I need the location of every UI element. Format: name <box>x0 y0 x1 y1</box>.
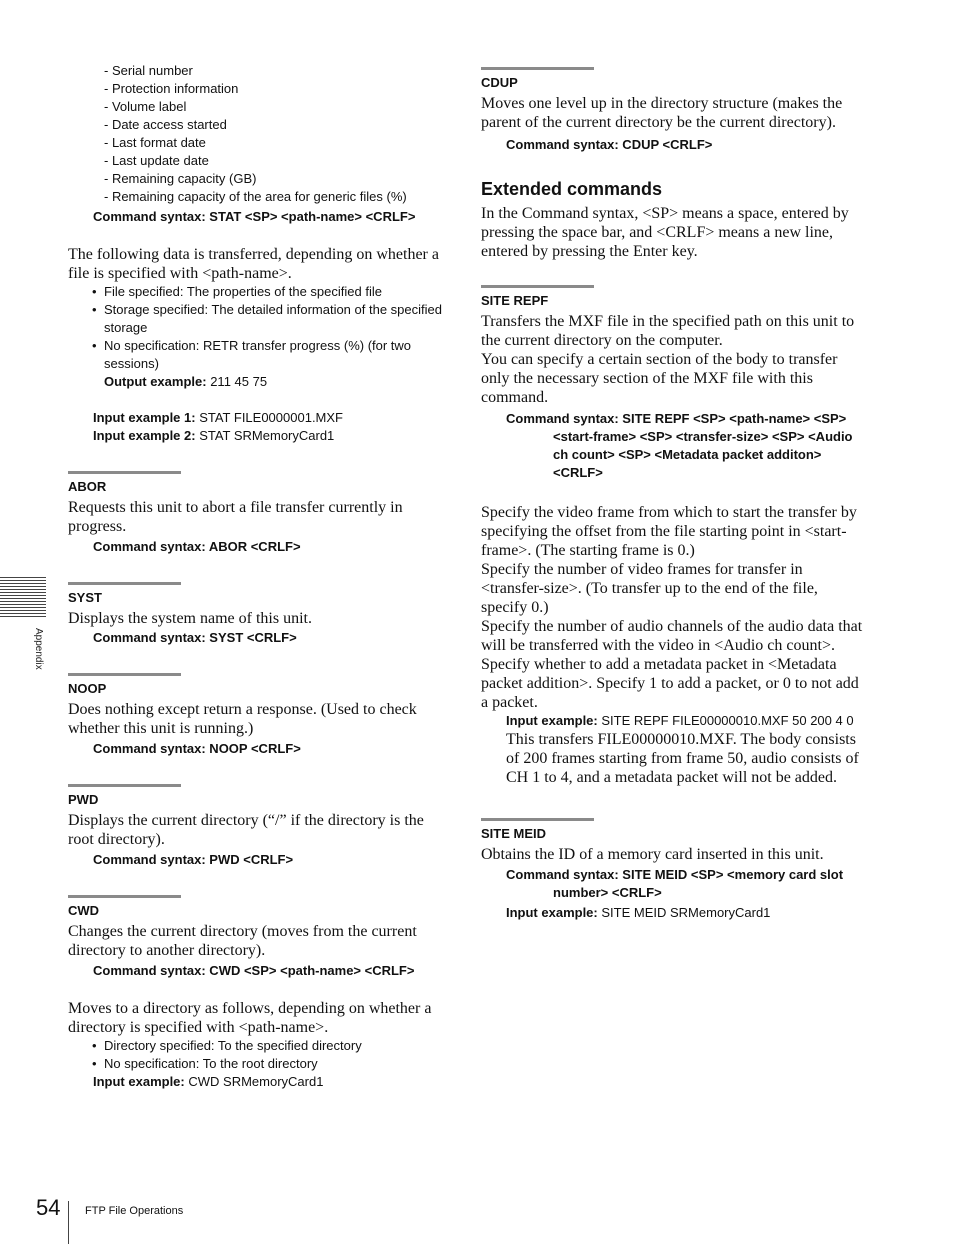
section-body: Moves one level up in the directory structure (makes the parent of the current directory be the current directory). <box>481 95 843 131</box>
command-syntax: Command syntax: SITE MEID <SP> <memory card slot number> <CRLF> <box>506 867 844 900</box>
output-example-value: 211 45 75 <box>210 374 268 389</box>
input-example-value: SITE REPF FILE00000010.MXF 50 200 4 0 <box>601 713 854 728</box>
list-item: - Serial number <box>104 63 193 78</box>
abor-section <box>68 471 452 556</box>
sidebar-label: Appendix <box>33 628 44 670</box>
right-column <box>481 67 865 922</box>
list-item: - Remaining capacity of the area for generic files (%) <box>104 189 407 204</box>
cwd-section <box>68 895 452 1091</box>
section-rule <box>68 895 181 898</box>
section-title: SITE MEID <box>481 826 547 841</box>
section-body: Displays the current directory (“/” if the directory is the root directory). <box>68 812 424 848</box>
list-item: • File specified: The properties of the specified file <box>68 283 452 301</box>
list-item: • No specification: RETR transfer progress (%) (for two sessions) <box>68 337 452 373</box>
extended-commands-section <box>481 178 865 261</box>
list-item: • No specification: To the root directory <box>68 1055 452 1073</box>
repf-input-note: This transfers FILE00000010.MXF. The body consists of 200 frames starting from frame 50, audio consists of CH 1 to 4, and a metadata packet will not be added. <box>506 731 859 786</box>
command-syntax: Command syntax: PWD <CRLF> <box>93 852 294 867</box>
stat-output-example <box>68 373 452 391</box>
repf-paragraph: Specify the number of audio channels of the audio data that will be transferred with the video in <Audio ch count>. <box>481 618 863 654</box>
stat-syntax: Command syntax: STAT <SP> <path-name> <CRLF> <box>93 209 416 224</box>
repf-paragraph: Specify the number of video frames for transfer in <transfer-size>. (To transfer up to the end of the file, specify 0.) <box>481 561 818 616</box>
section-title: ABOR <box>68 479 107 494</box>
section-rule <box>68 471 181 474</box>
section-title: CWD <box>68 903 100 918</box>
site-repf-section <box>481 285 865 787</box>
stat-input-example-1 <box>68 409 452 427</box>
output-example-label: Output example: <box>104 374 207 389</box>
list-item: - Remaining capacity (GB) <box>104 171 257 186</box>
command-syntax: Command syntax: ABOR <CRLF> <box>93 539 301 554</box>
section-title: SITE REPF <box>481 293 549 308</box>
section-title: CDUP <box>481 75 518 90</box>
noop-section <box>68 673 452 758</box>
pwd-section <box>68 784 452 869</box>
list-item: - Last format date <box>104 135 206 150</box>
meid-input-example <box>481 904 865 922</box>
section-body: Transfers the MXF file in the specified path on this unit to the current directory on the computer. <box>481 313 855 349</box>
list-item: - Volume label <box>104 99 187 114</box>
section-heading: Extended commands <box>481 179 663 199</box>
list-item: - Protection information <box>104 81 239 96</box>
section-rule <box>481 67 594 70</box>
command-syntax: Command syntax: CWD <SP> <path-name> <CRLF> <box>93 963 415 978</box>
list-item: • Storage specified: The detailed information of the specified storage <box>68 301 452 337</box>
stat-paragraph: The following data is transferred, depending on whether a file is specified with <path-name>. <box>68 246 439 282</box>
section-title: PWD <box>68 792 99 807</box>
section-rule <box>481 285 594 288</box>
section-title: SYST <box>68 590 102 605</box>
section-body: In the Command syntax, <SP> means a space, entered by pressing the space bar, and <CRLF> means a new line, entered by pressing the Enter key. <box>481 205 849 260</box>
input-example-label: Input example: <box>93 1074 185 1089</box>
input-example-label: Input example: <box>506 713 598 728</box>
section-body: Obtains the ID of a memory card inserted in this unit. <box>481 846 824 863</box>
repf-paragraph: Specify the video frame from which to start the transfer by specifying the offset from the file starting point in <start-frame>. (The starting frame is 0.) <box>481 504 857 559</box>
section-body: Displays the system name of this unit. <box>68 610 312 627</box>
input-example-value: SITE MEID SRMemoryCard1 <box>601 905 771 920</box>
footer-section-label: FTP File Operations <box>85 1205 184 1217</box>
cdup-section <box>481 67 865 154</box>
left-column <box>68 62 452 1091</box>
list-item: • Directory specified: To the specified directory <box>68 1037 452 1055</box>
cwd-paragraph: Moves to a directory as follows, depending on whether a directory is specified with <path-name>. <box>68 1000 432 1036</box>
repf-input-example <box>481 712 865 730</box>
stat-info-list <box>68 62 452 206</box>
input-example-value: STAT SRMemoryCard1 <box>199 428 335 443</box>
command-syntax: Command syntax: NOOP <CRLF> <box>93 741 301 756</box>
input-example-label: Input example 2: <box>93 428 196 443</box>
command-syntax: Command syntax: CDUP <CRLF> <box>506 137 713 152</box>
section-rule <box>68 784 181 787</box>
section-body: You can specify a certain section of the body to transfer only the necessary section of the MXF file with this command. <box>481 351 838 406</box>
input-example-label: Input example: <box>506 905 598 920</box>
section-title: NOOP <box>68 681 107 696</box>
command-syntax: Command syntax: SYST <CRLF> <box>93 630 297 645</box>
sidebar-tab-stripes <box>0 577 46 619</box>
section-rule <box>481 818 594 821</box>
cwd-input-example <box>68 1073 452 1091</box>
page-number: 54 <box>36 1195 61 1220</box>
section-body: Changes the current directory (moves from the current directory to another directory). <box>68 923 417 959</box>
site-meid-section <box>481 818 865 922</box>
section-body: Requests this unit to abort a file transfer currently in progress. <box>68 499 403 535</box>
list-item: - Date access started <box>104 117 227 132</box>
input-example-label: Input example 1: <box>93 410 196 425</box>
stat-bullets <box>68 283 452 373</box>
section-body: Does nothing except return a response. (Used to check whether this unit is running.) <box>68 701 417 737</box>
input-example-value: CWD SRMemoryCard1 <box>188 1074 324 1089</box>
stat-input-example-2 <box>68 427 452 445</box>
list-item: - Last update date <box>104 153 209 168</box>
input-example-value: STAT FILE0000001.MXF <box>199 410 343 425</box>
syst-section <box>68 582 452 647</box>
repf-paragraph: Specify whether to add a metadata packet in <Metadata packet addition>. Specify 1 to add a packet, or 0 to not add a packet. <box>481 656 859 711</box>
section-rule <box>68 582 181 585</box>
section-rule <box>68 673 181 676</box>
command-syntax: Command syntax: SITE REPF <SP> <path-name> <SP> <start-frame> <SP> <transfer-size> <SP> <Audio ch count> <SP> <Metadata packet additon> <CRLF> <box>506 411 853 480</box>
footer-divider <box>68 1201 69 1244</box>
